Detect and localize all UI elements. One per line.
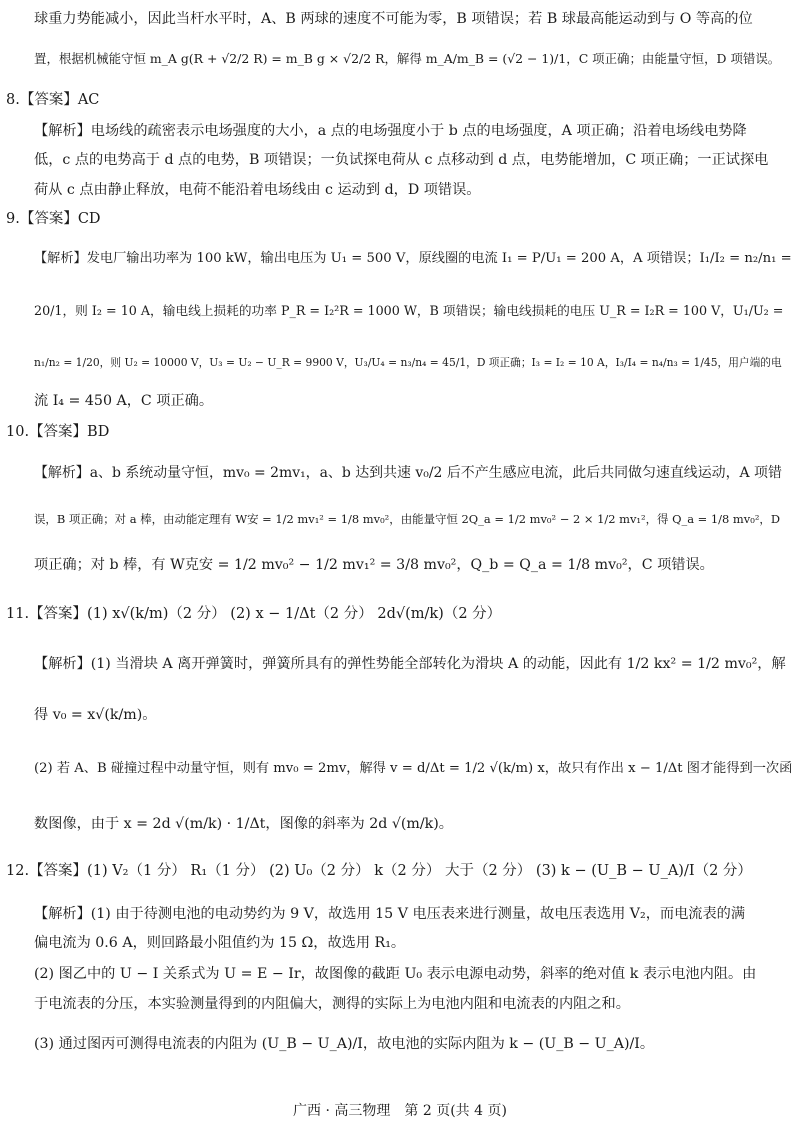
- answer-heading-12: 12.【答案】(1) V₂（1 分） R₁（1 分） (2) U₀（2 分） k（2 分） 大于（2 分） (3) k − (U_B − U_A)/I（2 分）: [6, 863, 752, 879]
- text-line: 【解析】电场线的疏密表示电场强度的大小，a 点的电场强度小于 b 点的电场强度，A 项正确；沿着电场线电势降: [34, 123, 747, 139]
- text-line: 【解析】(1) 当滑块 A 离开弹簧时，弹簧所具有的弹性势能全部转化为滑块 A 的动能，因此有 1/2 kx² = 1/2 mv₀²，解: [34, 656, 786, 672]
- text-line: (2) 图乙中的 U − I 关系式为 U = E − Ir，故图像的截距 U₀ 表示电源电动势，斜率的绝对值 k 表示电池内阻。由: [34, 966, 757, 982]
- text-line: 球重力势能减小，因此当杆水平时，A、B 两球的速度不可能为零，B 项错误；若 B 球最高能运动到与 O 等高的位: [34, 11, 753, 27]
- text-line: 荷从 c 点由静止释放，电荷不能沿着电场线由 c 运动到 d，D 项错误。: [34, 182, 481, 198]
- text-line: 数图像，由于 x = 2d √(m/k) · 1/Δt，图像的斜率为 2d √(m/k)。: [34, 816, 453, 832]
- text-line: 误，B 项正确；对 a 棒，由动能定理有 W安 = 1/2 mv₁² = 1/8 mv₀²，由能量守恒 2Q_a = 1/2 mv₀² − 2 × 1/2 mv₁²，得 Q_a = 1/8 mv₀²，D: [34, 512, 781, 526]
- text-line: 流 I₄ = 450 A，C 项正确。: [34, 393, 214, 409]
- answer-heading-11: 11.【答案】(1) x√(k/m)（2 分） (2) x − 1/Δt（2 分） 2d√(m/k)（2 分）: [6, 606, 502, 622]
- text-line: (2) 若 A、B 碰撞过程中动量守恒，则有 mv₀ = 2mv，解得 v = d/Δt = 1/2 √(k/m) x，故只有作出 x − 1/Δt 图才能得到一次函: [34, 761, 793, 776]
- text-line: 偏电流为 0.6 A，则回路最小阻值约为 15 Ω，故选用 R₁。: [34, 935, 406, 951]
- text-line: (3) 通过图丙可测得电流表的内阻为 (U_B − U_A)/I，故电池的实际内阻为 k − (U_B − U_A)/I。: [34, 1036, 655, 1052]
- page-footer: 广西 · 高三物理 第 2 页(共 4 页): [293, 1103, 507, 1119]
- text-line: 于电流表的分压，本实验测量得到的内阻偏大，测得的实际上为电池内阻和电流表的内阻之和。: [34, 996, 630, 1012]
- text-line: 20/1，则 I₂ = 10 A，输电线上损耗的功率 P_R = I₂²R = 1000 W，B 项错误；输电线损耗的电压 U_R = I₂R = 100 V，U₁/U₂ =: [34, 303, 784, 318]
- text-line: 低，c 点的电势高于 d 点的电势，B 项错误；一负试探电荷从 c 点移动到 d 点，电势能增加，C 项正确；一正试探电: [34, 152, 769, 168]
- text-line: 【解析】发电厂输出功率为 100 kW，输出电压为 U₁ = 500 V，原线圈的电流 I₁ = P/U₁ = 200 A，A 项错误；I₁/I₂ = n₂/n₁ =: [34, 251, 792, 266]
- text-line: 项正确；对 b 棒，有 W克安 = 1/2 mv₀² − 1/2 mv₁² = 3/8 mv₀²，Q_b = Q_a = 1/8 mv₀²，C 项错误。: [34, 557, 714, 573]
- answer-heading-9: 9.【答案】CD: [6, 211, 101, 227]
- answer-heading-8: 8.【答案】AC: [6, 92, 100, 108]
- text-line: n₁/n₂ = 1/20，则 U₂ = 10000 V，U₃ = U₂ − U_R = 9900 V，U₃/U₄ = n₃/n₄ = 45/1，D 项正确；I₃ = I₂ = 10 A，I₃/I₄ = n₄/n₃ = 1/45，用户端的电: [34, 356, 782, 369]
- answer-heading-10: 10.【答案】BD: [6, 424, 110, 440]
- text-line: 得 v₀ = x√(k/m)。: [34, 707, 157, 723]
- text-line: 【解析】a、b 系统动量守恒，mv₀ = 2mv₁，a、b 达到共速 v₀/2 后不产生感应电流，此后共同做匀速直线运动，A 项错: [34, 465, 782, 481]
- text-line: 置，根据机械能守恒 m_A g(R + √2/2 R) = m_B g × √2/2 R，解得 m_A/m_B = (√2 − 1)/1，C 项正确；由能量守恒，D 项错误。: [34, 51, 781, 66]
- text-line: 【解析】(1) 由于待测电池的电动势约为 9 V，故选用 15 V 电压表来进行测量，故电压表选用 V₂，而电流表的满: [34, 906, 746, 922]
